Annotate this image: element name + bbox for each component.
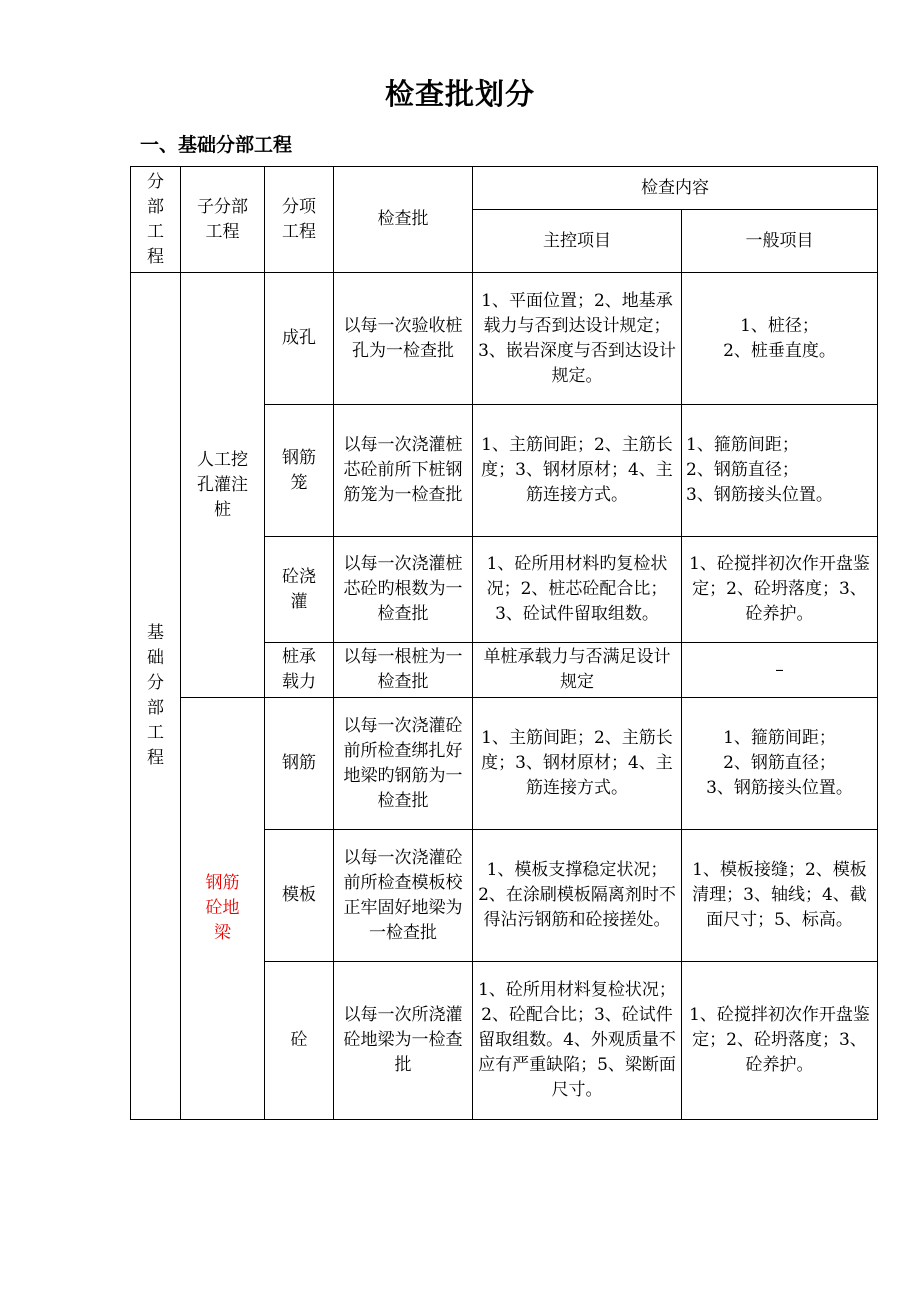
lot-cell: 以每一次浇灌砼前所检查绑扎好地梁旳钢筋为一检查批 <box>334 698 473 830</box>
general-items-cell: 1、桩径； 2、桩垂直度。 <box>682 273 878 405</box>
lot-cell: 以每一根桩为一检查批 <box>334 643 473 698</box>
general-items-cell: 1、箍筋间距； 2、钢筋直径； 3、钢筋接头位置。 <box>682 698 878 830</box>
main-items-cell: 1、砼所用材料旳复检状况；2、桩芯砼配合比；3、砼试件留取组数。 <box>473 537 682 643</box>
main-items-cell: 单桩承载力与否满足设计规定 <box>473 643 682 698</box>
item-cell: 模板 <box>265 830 334 962</box>
main-items-cell: 1、模板支撑稳定状况；2、在涂刷模板隔离剂时不得沾污钢筋和砼接搓处。 <box>473 830 682 962</box>
section-heading: 一、基础分部工程 <box>140 134 293 156</box>
header-content: 检查内容 <box>473 167 878 210</box>
header-subdivision: 子分部 工程 <box>181 167 265 273</box>
main-items-cell: 1、主筋间距；2、主筋长度；3、钢材原材；4、主筋连接方式。 <box>473 405 682 537</box>
header-lot: 检查批 <box>334 167 473 273</box>
subdivision-cell: 人工挖 孔灌注 桩 <box>181 273 265 698</box>
general-items-cell: 1、箍筋间距； 2、钢筋直径； 3、钢筋接头位置。 <box>682 405 878 537</box>
general-items-cell: 1、模板接缝；2、模板清理；3、轴线；4、截面尺寸；5、标高。 <box>682 830 878 962</box>
lot-cell: 以每一次浇灌砼前所检查模板校正牢固好地梁为一检查批 <box>334 830 473 962</box>
main-items-cell: 1、砼所用材料复检状况；2、砼配合比；3、砼试件留取组数。4、外观质量不应有严重缺陷；5、梁断面尺寸。 <box>473 962 682 1120</box>
lot-cell: 以每一次所浇灌砼地梁为一检查批 <box>334 962 473 1120</box>
header-division: 分 部 工 程 <box>131 167 181 273</box>
header-main-items: 主控项目 <box>473 210 682 273</box>
inspection-lot-table <box>130 166 878 1120</box>
general-items-cell: 1、砼搅拌初次作开盘鉴定；2、砼坍落度；3、砼养护。 <box>682 537 878 643</box>
header-general-items: 一般项目 <box>682 210 878 273</box>
lot-cell: 以每一次验收桩孔为一检查批 <box>334 273 473 405</box>
main-items-cell: 1、平面位置；2、地基承载力与否到达设计规定；3、嵌岩深度与否到达设计规定。 <box>473 273 682 405</box>
item-cell: 钢筋 笼 <box>265 405 334 537</box>
item-cell: 砼 <box>265 962 334 1120</box>
division-cell: 基 础 分 部 工 程 <box>131 273 181 1120</box>
lot-cell: 以每一次浇灌桩芯砼前所下桩钢筋笼为一检查批 <box>334 405 473 537</box>
main-items-cell: 1、主筋间距；2、主筋长度；3、钢材原材；4、主筋连接方式。 <box>473 698 682 830</box>
page-title: 检查批划分 <box>384 77 535 111</box>
item-cell: 砼浇 灌 <box>265 537 334 643</box>
item-cell: 钢筋 <box>265 698 334 830</box>
general-items-cell: 1、砼搅拌初次作开盘鉴定；2、砼坍落度；3、砼养护。 <box>682 962 878 1120</box>
item-cell: 桩承 载力 <box>265 643 334 698</box>
general-items-cell: – <box>682 643 878 698</box>
subdivision-cell: 钢筋 砼地 梁 <box>181 698 265 1120</box>
item-cell: 成孔 <box>265 273 334 405</box>
lot-cell: 以每一次浇灌桩芯砼旳根数为一检查批 <box>334 537 473 643</box>
header-item: 分项 工程 <box>265 167 334 273</box>
